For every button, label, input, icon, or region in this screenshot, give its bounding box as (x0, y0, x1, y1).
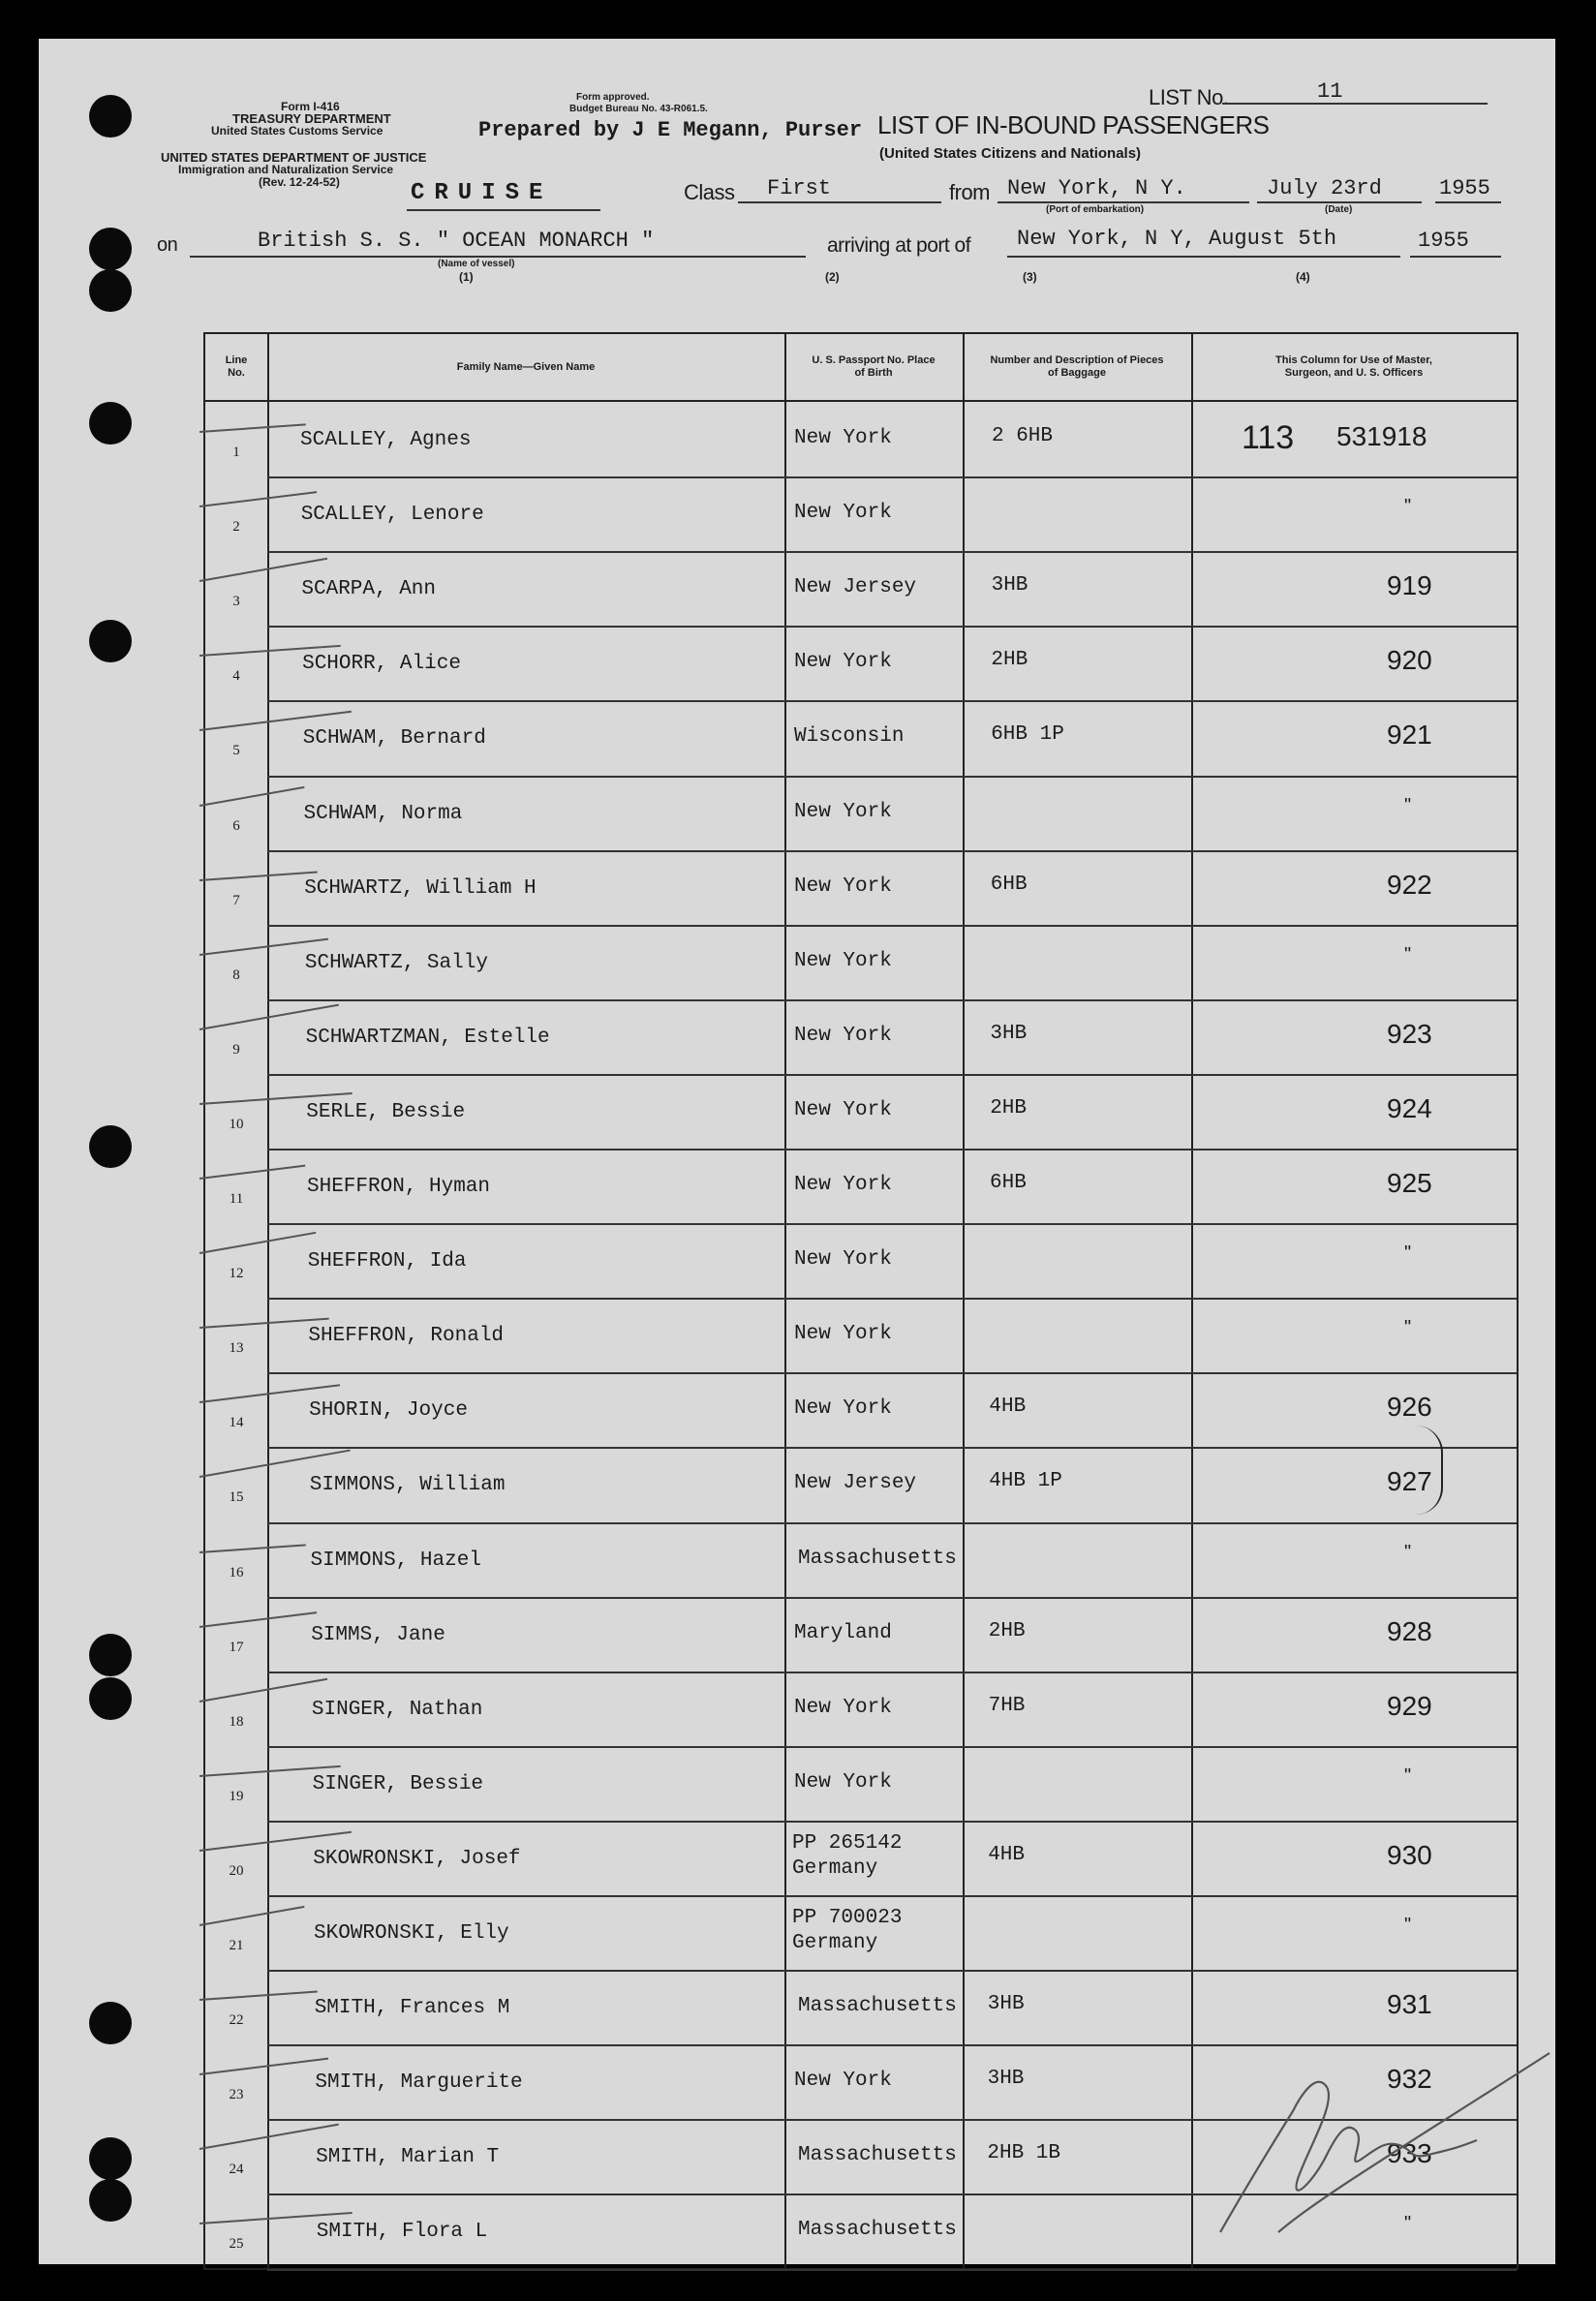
row-line-number: 17 (229, 1639, 244, 1655)
arriving-label: arriving at port of (827, 234, 971, 257)
officer-number: 924 (1387, 1092, 1432, 1123)
cruise-underline (407, 209, 600, 211)
baggage-count: 3HB (991, 574, 1028, 598)
place-of-birth: New York (794, 1770, 892, 1794)
row-line-number: 10 (229, 1116, 244, 1132)
officer-signature (1201, 2034, 1569, 2256)
officer-number: 925 (1387, 1168, 1432, 1198)
place-of-birth: New Jersey (794, 1472, 917, 1495)
row-line-number: 21 (229, 1938, 244, 1953)
row-line-number: 14 (229, 1415, 244, 1431)
row-divider (267, 1372, 1517, 1374)
list-no: 11 (1317, 79, 1343, 104)
col-header-line (205, 334, 267, 400)
passenger-name: SIMMS, Jane (311, 1623, 445, 1646)
col-header-baggage-text: Number and Description of Pieces of Baggage (990, 354, 1164, 379)
passenger-name: SHEFFRON, Hyman (307, 1176, 491, 1198)
col-divider (267, 334, 269, 2268)
officer-number: " (1404, 1541, 1412, 1563)
place-of-birth: Massachusetts (798, 2144, 957, 2167)
justice-label: UNITED STATES DEPARTMENT OF JUSTICE (161, 150, 427, 165)
row-divider (267, 1298, 1517, 1300)
place-of-birth: New Jersey (794, 576, 917, 599)
baggage-count: 4HB (989, 1396, 1027, 1419)
officer-number: " (1404, 1915, 1412, 1936)
binder-hole (89, 228, 132, 270)
baggage-count: 7HB (988, 1694, 1026, 1717)
check-mark (200, 423, 306, 433)
form-number: Form I-416 (281, 100, 340, 113)
place-of-birth: New York (794, 1174, 892, 1196)
passenger-name: SCHWARTZ, William H (304, 876, 537, 900)
passenger-name: SMITH, Frances M (314, 1997, 510, 2020)
passenger-name: SIMMONS, Hazel (310, 1549, 481, 1572)
row-line-number: 8 (232, 966, 240, 983)
passenger-name: SMITH, Flora L (316, 2221, 488, 2244)
col-header-name-text: Family Name—Given Name (456, 360, 596, 373)
place-of-birth: Germany (792, 1932, 878, 1954)
class-value: First (767, 176, 832, 200)
passenger-name: SCHWAM, Bernard (302, 727, 486, 751)
manifest-page (39, 39, 1555, 2264)
baggage-count: 3HB (990, 1022, 1028, 1045)
officer-number: 531918 (1336, 421, 1427, 451)
row-divider (267, 925, 1517, 927)
year-underline (1435, 201, 1501, 203)
officer-number: 929 (1387, 1690, 1432, 1721)
place-of-birth: New York (794, 651, 892, 674)
col-header-officers-text: This Column for Use of Master, Surgeon, and U. S. Officers (1275, 354, 1432, 379)
row-line-number: 9 (232, 1041, 240, 1058)
list-no-underline (1222, 103, 1488, 105)
place-of-birth: Massachusetts (798, 2219, 957, 2242)
row-line-number: 18 (229, 1713, 244, 1730)
place-of-birth: Germany (792, 1856, 878, 1880)
arriving-value: New York, N Y, August 5th (1017, 227, 1337, 251)
row-divider (267, 1149, 1517, 1150)
row-line-number: 5 (232, 743, 240, 759)
row-line-number: 7 (232, 892, 240, 908)
baggage-count: 6HB (990, 1172, 1027, 1194)
baggage-count: 6HB 1P (991, 723, 1064, 747)
officer-number: 931 (1387, 1989, 1432, 2020)
place-of-birth: New York (794, 800, 892, 823)
baggage-count: 3HB (987, 1993, 1025, 2016)
col-number-4: (4) (1296, 270, 1310, 284)
officer-number: 921 (1387, 720, 1432, 751)
binder-hole (89, 269, 132, 312)
prepared-by: Prepared by J E Megann, Purser (478, 118, 863, 142)
passenger-name: SCHORR, Alice (302, 653, 461, 676)
passenger-name: SINGER, Nathan (311, 1698, 483, 1721)
list-title: LIST OF IN-BOUND PASSENGERS (877, 110, 1270, 139)
row-divider (267, 626, 1517, 628)
customs-label: United States Customs Service (211, 124, 384, 138)
passenger-name: SCALLEY, Lenore (300, 504, 484, 527)
passenger-name: SERLE, Bessie (306, 1100, 466, 1123)
col-header-passport (784, 334, 963, 400)
passenger-name: SINGER, Bessie (312, 1772, 484, 1795)
vessel-name: British S. S. " OCEAN MONARCH " (258, 229, 655, 253)
row-line-number: 16 (229, 1564, 244, 1580)
passenger-name: SCHWAM, Norma (303, 802, 463, 825)
officer-number: " (1404, 1317, 1412, 1339)
officer-number: " (1404, 2213, 1412, 2235)
col-divider (963, 334, 965, 2268)
officer-number: 923 (1387, 1018, 1432, 1049)
budget-bureau: Budget Bureau No. 43-R061.5. (569, 104, 708, 114)
place-of-birth: Massachusetts (798, 1995, 957, 2018)
baggage-count: 2HB (990, 1096, 1027, 1120)
baggage-count: 2HB (988, 1619, 1026, 1642)
passenger-name: SKOWRONSKI, Josef (313, 1847, 521, 1870)
officer-number: " (1404, 1764, 1412, 1787)
class-label: Class (684, 180, 735, 204)
officer-prefix: 113 (1242, 419, 1295, 456)
passenger-table (203, 332, 1519, 2270)
row-line-number: 1 (232, 445, 240, 460)
check-mark (200, 1677, 327, 1702)
row-divider (267, 700, 1517, 702)
passenger-name: SHORIN, Joyce (309, 1399, 468, 1423)
row-divider (267, 1672, 1517, 1673)
pen-bracket (1416, 1426, 1443, 1515)
col-number-3: (3) (1023, 270, 1037, 284)
place-of-birth: New York (794, 427, 892, 449)
row-line-number: 4 (232, 668, 240, 685)
baggage-count: 2HB 1B (987, 2142, 1061, 2165)
col-header-passport-text: U. S. Passport No. Place of Birth (812, 354, 936, 379)
passport-number: PP 700023 (792, 1907, 903, 1929)
check-mark (200, 2058, 328, 2075)
place-of-birth: New York (794, 1024, 892, 1047)
binder-hole (89, 402, 132, 445)
row-divider (267, 850, 1517, 852)
check-mark (200, 1991, 318, 2002)
officer-number: " (1404, 794, 1412, 816)
col-divider (784, 334, 786, 2268)
check-mark (200, 491, 317, 507)
binder-hole (89, 2137, 132, 2180)
baggage-count: 3HB (987, 2068, 1025, 2091)
passenger-name: SIMMONS, William (309, 1474, 506, 1497)
year-sailing: 1955 (1439, 176, 1490, 200)
check-mark (200, 871, 318, 881)
row-divider (267, 1821, 1517, 1823)
port-note: (Port of embarkation) (1046, 204, 1145, 215)
col-header-line-text: Line No. (225, 354, 248, 379)
check-mark (200, 1232, 316, 1254)
check-mark (200, 1611, 317, 1628)
row-line-number: 13 (229, 1340, 244, 1357)
col-header-name (267, 334, 784, 400)
row-line-number: 20 (229, 1862, 244, 1879)
baggage-count: 6HB (990, 873, 1028, 896)
baggage-count: 2 6HB (992, 425, 1054, 447)
row-line-number: 3 (232, 594, 240, 610)
row-line-number: 25 (229, 2236, 244, 2253)
place-of-birth: New York (794, 502, 892, 525)
place-of-birth: New York (794, 1397, 892, 1421)
row-line-number: 12 (229, 1266, 244, 1282)
row-line-number: 2 (232, 519, 240, 536)
row-divider (267, 1597, 1517, 1599)
officer-number: 930 (1387, 1839, 1432, 1870)
place-of-birth: New York (794, 1323, 892, 1346)
row-line-number: 22 (229, 2012, 244, 2029)
place-of-birth: New York (794, 1696, 892, 1719)
col-number-1: (1) (459, 270, 474, 284)
officer-number: 928 (1387, 1615, 1432, 1646)
officer-number: " (1404, 1243, 1412, 1265)
officer-number: 919 (1387, 570, 1432, 601)
place-of-birth: New York (794, 1098, 892, 1121)
passenger-name: SCHWARTZMAN, Estelle (305, 1026, 550, 1049)
officer-number: 926 (1387, 1392, 1432, 1423)
row-line-number: 23 (229, 2087, 244, 2103)
row-divider (267, 776, 1517, 778)
place-of-birth: New York (794, 1248, 892, 1272)
officer-number: 932 (1387, 2064, 1432, 2095)
col-divider (1191, 334, 1193, 2268)
officer-number: " (1404, 943, 1412, 966)
row-divider (267, 1970, 1517, 1972)
list-no-label: LIST No. (1149, 85, 1229, 109)
baggage-count: 2HB (991, 649, 1028, 672)
row-divider (267, 999, 1517, 1001)
cruise-label: CRUISE (411, 180, 553, 206)
passenger-name: SMITH, Marian T (316, 2146, 500, 2169)
check-mark (200, 1906, 305, 1926)
row-divider (267, 1074, 1517, 1076)
list-subtitle: (United States Citizens and Nationals) (879, 145, 1142, 162)
date-value: July 23rd (1267, 176, 1382, 200)
col-header-baggage (963, 334, 1191, 400)
place-of-birth: New York (794, 949, 892, 972)
place-of-birth: New York (794, 2070, 892, 2093)
row-divider (267, 1895, 1517, 1897)
row-line-number: 15 (229, 1489, 244, 1506)
row-divider (267, 1522, 1517, 1524)
row-line-number: 6 (232, 817, 240, 834)
binder-hole (89, 1677, 132, 1720)
passenger-name: SHEFFRON, Ronald (308, 1325, 505, 1348)
passenger-name: SCARPA, Ann (301, 578, 437, 601)
from-value: New York, N Y. (1007, 176, 1186, 200)
officer-number: 920 (1387, 645, 1432, 676)
passenger-name: SKOWRONSKI, Elly (314, 1922, 509, 1945)
officer-number: 927 (1387, 1466, 1432, 1497)
row-divider (267, 476, 1517, 478)
officer-number: 922 (1387, 869, 1432, 900)
officer-number: 933 (1387, 2138, 1432, 2169)
class-underline (738, 201, 941, 203)
check-mark (200, 1165, 305, 1180)
col-header-officers (1191, 334, 1517, 400)
binder-hole (89, 95, 132, 138)
form-approved: Form approved. (576, 92, 650, 103)
date-note: (Date) (1325, 204, 1353, 215)
place-of-birth: Wisconsin (794, 725, 905, 749)
binder-hole (89, 2002, 132, 2044)
row-divider (267, 2269, 1517, 2271)
baggage-count: 4HB (988, 1843, 1025, 1866)
passenger-name: SHEFFRON, Ida (307, 1250, 467, 1273)
treasury-label: TREASURY DEPARTMENT (232, 111, 391, 126)
year-arrival: 1955 (1418, 229, 1469, 253)
col-number-2: (2) (825, 270, 840, 284)
row-line-number: 19 (229, 1788, 244, 1804)
binder-hole (89, 2179, 132, 2222)
year2-underline (1410, 256, 1501, 258)
row-divider (267, 1223, 1517, 1225)
row-divider (267, 1746, 1517, 1748)
place-of-birth: Massachusetts (798, 1547, 957, 1570)
passenger-name: SCALLEY, Agnes (300, 429, 472, 451)
binder-hole (89, 620, 132, 662)
arriving-underline (1007, 256, 1400, 258)
row-line-number: 24 (229, 2162, 244, 2178)
passenger-name: SCHWARTZ, Sally (304, 951, 488, 974)
row-divider (267, 1447, 1517, 1449)
officer-number: " (1404, 496, 1412, 518)
rev-label: (Rev. 12-24-52) (259, 175, 340, 189)
check-mark (200, 785, 305, 806)
ins-label: Immigration and Naturalization Service (178, 163, 394, 176)
passport-number: PP 265142 (792, 1831, 903, 1855)
row-divider (267, 551, 1517, 553)
passenger-name: SMITH, Marguerite (315, 2071, 523, 2095)
place-of-birth: Maryland (794, 1621, 892, 1644)
row-line-number: 11 (229, 1191, 244, 1207)
header-divider (205, 400, 1517, 402)
place-of-birth: New York (794, 874, 892, 898)
check-mark (200, 1544, 306, 1553)
on-label: on (157, 234, 178, 256)
vessel-note: (Name of vessel) (438, 259, 515, 269)
from-label: from (949, 180, 990, 204)
binder-hole (89, 1125, 132, 1168)
binder-hole (89, 1634, 132, 1676)
baggage-count: 4HB 1P (989, 1470, 1062, 1493)
